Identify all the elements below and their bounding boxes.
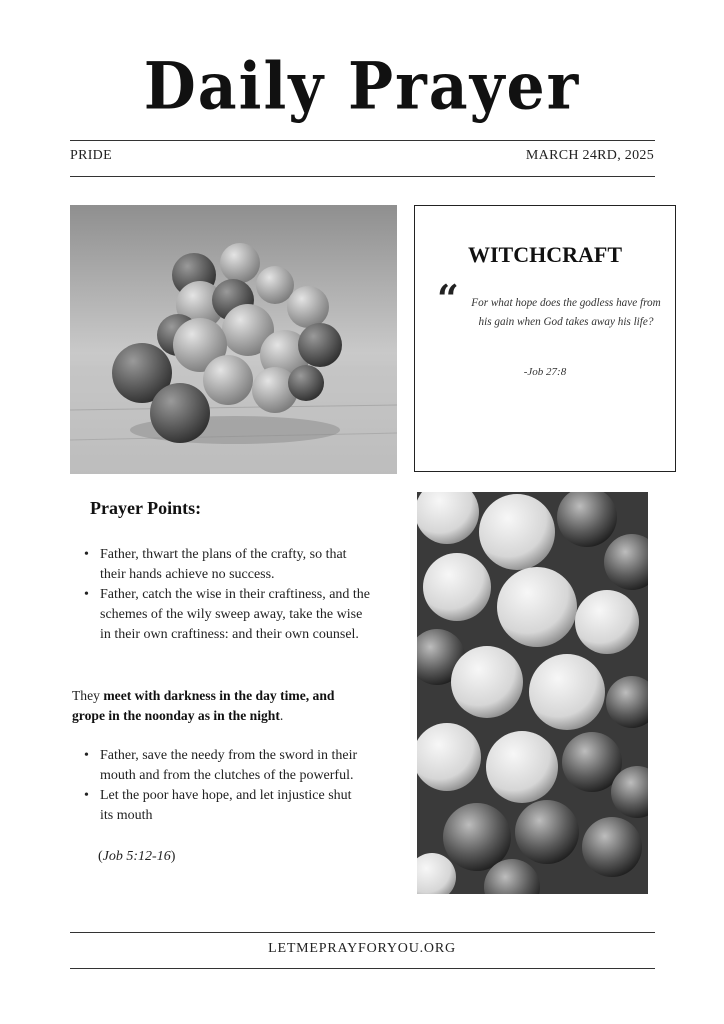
list-item: • Father, save the needy from the sword in their mouth and from the clutches of the powerful.: [84, 748, 358, 783]
grapes-cluster-photo: [70, 205, 397, 474]
emphasis-text: meet with darkness in the day time, and grope in the noonday as in the night: [72, 688, 335, 723]
page-title: Daily Prayer: [143, 49, 581, 125]
top-divider: [70, 140, 655, 141]
list-item: • Let the poor have hope, and let injustice shut its mouth: [84, 788, 352, 823]
grapes-closeup-photo: [417, 492, 648, 894]
bullet-icon: •: [84, 788, 89, 803]
quote-title: WITCHCRAFT: [467, 242, 622, 267]
prayer-points-list-a: [72, 545, 372, 645]
topic-label: PRIDE: [70, 148, 112, 163]
footer-site-link[interactable]: LETMEPRAYFORYOU.ORG: [268, 941, 456, 956]
quote-text: For what hope does the godless have from his gain when God takes away his life?: [471, 297, 661, 328]
footer-bottom-divider: [70, 968, 655, 969]
prayer-points-list-b: [72, 746, 362, 826]
date-label: MARCH 24RD, 2025: [525, 148, 654, 163]
quote-mark-icon: “: [437, 276, 459, 321]
scripture-paragraph: They meet with darkness in the day time, and grope in the noonday as in the night.: [72, 688, 335, 723]
bullet-icon: •: [84, 547, 89, 562]
bullet-icon: •: [84, 748, 89, 763]
header-divider: [70, 176, 655, 177]
prayer-points-heading: Prayer Points:: [90, 498, 202, 518]
quote-box: [414, 205, 676, 472]
footer-top-divider: [70, 932, 655, 933]
scripture-reference: (Job 5:12-16): [98, 849, 176, 864]
bullet-icon: •: [84, 587, 89, 602]
list-item: • Father, catch the wise in their craftiness, and the schemes of the wily sweep away, take the wise in their own craftiness: and their own counsel.: [84, 587, 371, 642]
list-item: • Father, thwart the plans of the crafty, so that their hands achieve no success.: [84, 547, 347, 582]
quote-reference: -Job 27:8: [523, 366, 567, 378]
